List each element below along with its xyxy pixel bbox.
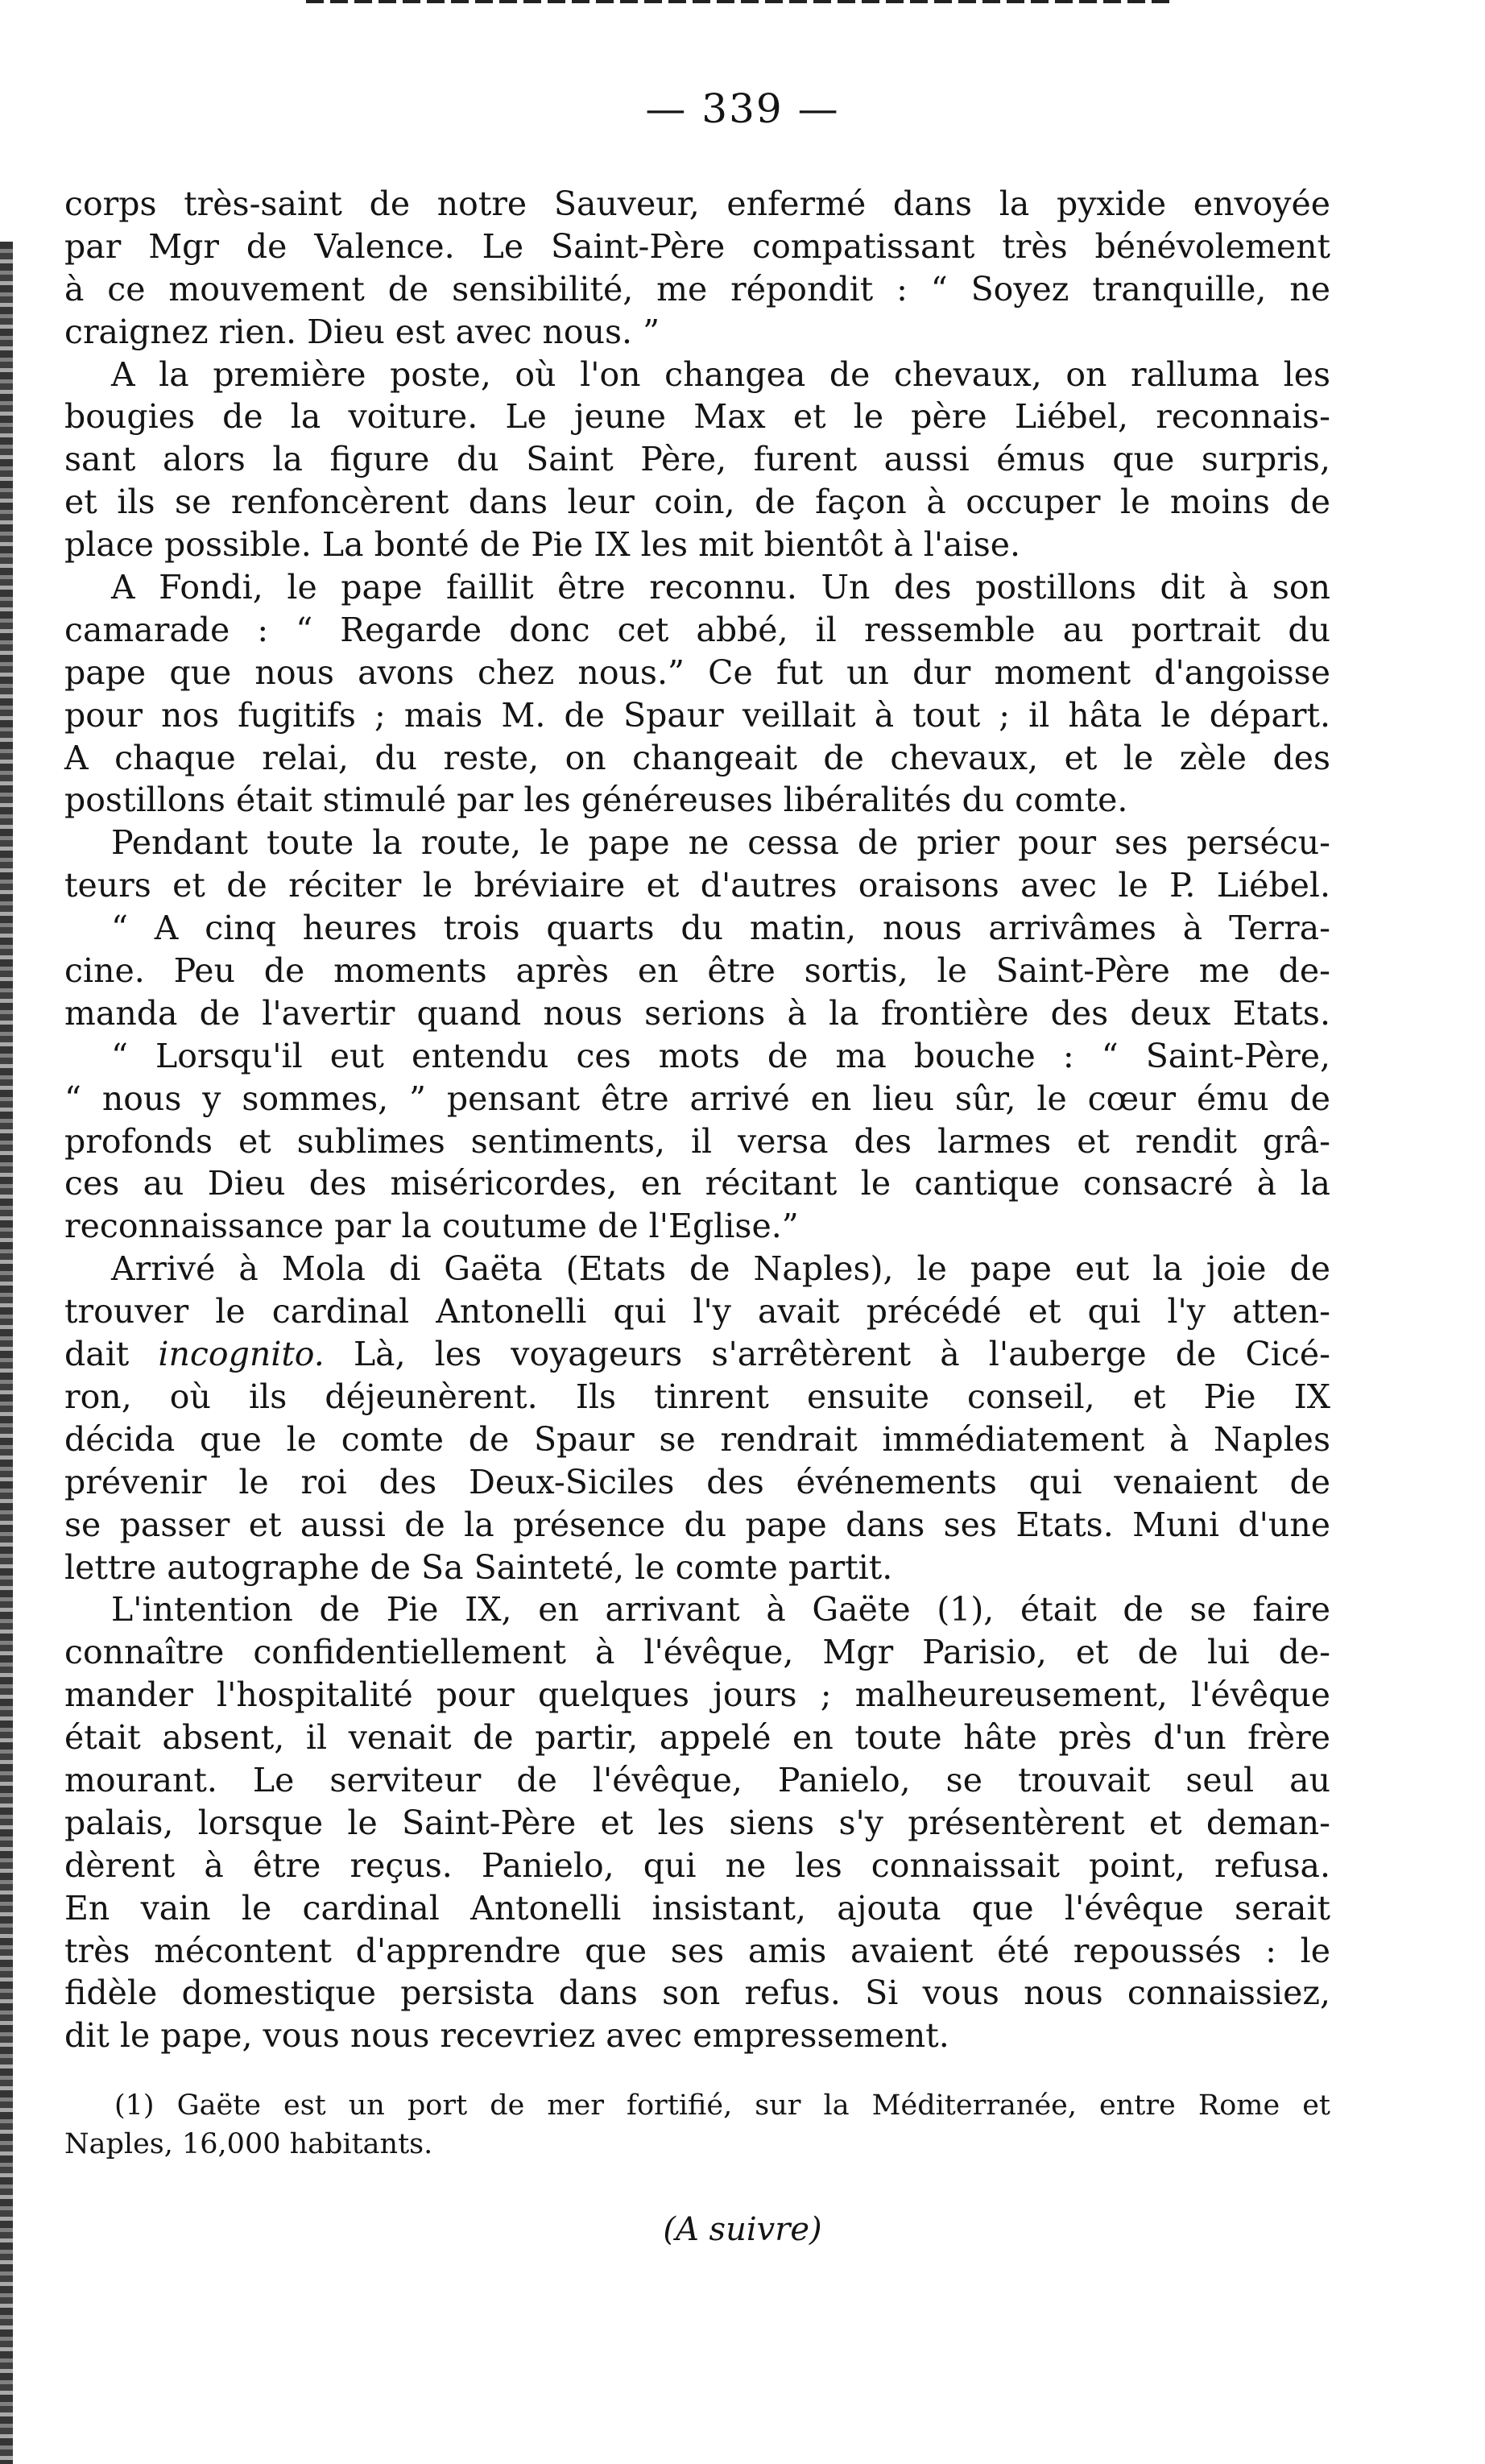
text-line: décida que le comte de Spaur se rendrait immédiatement à Naples [64,1419,1330,1459]
text-line: A chaque relai, du reste, on changeait de chevaux, et le zèle des [64,738,1330,777]
text-line: craignez rien. Dieu est avec nous. ” [64,312,660,351]
scan-binding-edge [0,242,13,2464]
footnote-line: (1) Gaëte est un port de mer fortifié, sur la Méditerranée, entre Rome et [114,2089,1330,2122]
body-text [64,183,1330,2057]
text-line: L'intention de Pie IX, en arrivant à Gaëte (1), était de se faire [111,1590,1330,1630]
top-border-rule [306,0,1176,3]
text-line: trouver le cardinal Antonelli qui l'y avait précédé et qui l'y atten- [64,1292,1330,1331]
text-line: et ils se renfoncèrent dans leur coin, de façon à occuper le moins de [64,482,1330,522]
text-line: “ A cinq heures trois quarts du matin, nous arrivâmes à Terra- [111,909,1330,948]
text-line: pape que nous avons chez nous.” Ce fut un dur moment d'angoisse [64,652,1330,692]
text-line: par Mgr de Valence. Le Saint-Père compatissant très bénévolement [64,226,1330,266]
text-line: fidèle domestique persista dans son refus. Si vous nous connaissiez, [64,1973,1330,2013]
text-line: bougies de la voiture. Le jeune Max et le père Liébel, reconnais- [64,397,1330,437]
text-line: A la première poste, où l'on changea de chevaux, on ralluma les [111,354,1330,394]
text-line: camarade : “ Regarde donc cet abbé, il ressemble au portrait du [64,610,1330,649]
text-line: palais, lorsque le Saint-Père et les siens s'y présentèrent et deman- [64,1803,1330,1842]
text-line: postillons était stimulé par les généreuses libéralités du comte. [64,781,1128,820]
text-line: ron, où ils déjeunèrent. Ils tinrent ensuite conseil, et Pie IX [64,1377,1330,1416]
text-fragment: Là, les voyageurs s'arrêtèrent à l'auberge de Cicé- [353,1335,1330,1374]
text-line: “ Lorsqu'il eut entendu ces mots de ma bouche : “ Saint-Père, [111,1036,1330,1075]
footnote-line: Naples, 16,000 habitants. [64,2128,433,2160]
text-line: place possible. La bonté de Pie IX les mit bientôt à l'aise. [64,525,1021,565]
text-line: A Fondi, le pape faillit être reconnu. Un des postillons dit à son [111,568,1330,607]
page-number: — 339 — [645,85,840,132]
text-line: dit le pape, vous nous recevriez avec empressement. [64,2016,949,2056]
text-line: ces au Dieu des miséricordes, en récitant le cantique consacré à la [64,1164,1330,1203]
text-line: profonds et sublimes sentiments, il versa des larmes et rendit grâ- [64,1121,1330,1161]
text-line: sant alors la figure du Saint Père, furent aussi émus que surpris, [64,440,1330,479]
text-line: prévenir le roi des Deux-Siciles des événements qui venaient de [64,1462,1330,1501]
footnote [64,2086,1330,2164]
text-line: se passer et aussi de la présence du pape dans ses Etats. Muni d'une [64,1505,1330,1544]
text-line: reconnaissance par la coutume de l'Eglise.” [64,1207,799,1246]
text-line: teurs et de réciter le bréviaire et d'autres oraisons avec le P. Liébel. [64,866,1330,905]
text-line: dèrent à être reçus. Panielo, qui ne les connaissait point, refusa. [64,1845,1330,1885]
text-line: Pendant toute la route, le pape ne cessa de prier pour ses persécu- [111,823,1330,863]
text-line: très mécontent d'apprendre que ses amis avaient été repoussés : le [64,1931,1330,1970]
text-line: cine. Peu de moments après en être sortis, le Saint-Père me de- [64,951,1330,991]
text-line: connaître confidentiellement à l'évêque, Mgr Parisio, et de lui de- [64,1633,1330,1672]
text-line: Arrivé à Mola di Gaëta (Etats de Naples), le pape eut la joie de [111,1249,1330,1289]
text-line: mander l'hospitalité pour quelques jours ; malheureusement, l'évêque [64,1675,1330,1715]
text-line: En vain le cardinal Antonelli insistant, ajouta que l'évêque serait [64,1888,1330,1928]
text-line: pour nos fugitifs ; mais M. de Spaur veillait à tout ; il hâta le départ. [64,695,1330,735]
text-line: à ce mouvement de sensibilité, me répondit : “ Soyez tranquille, ne [64,269,1330,309]
text-line [64,1333,1330,1376]
text-line: corps très-saint de notre Sauveur, enfermé dans la pyxide envoyée [64,184,1330,223]
text-fragment: dait [64,1335,130,1374]
text-line: lettre autographe de Sa Sainteté, le comte partit. [64,1547,893,1587]
text-line: “ nous y sommes, ” pensant être arrivé en lieu sûr, le cœur ému de [64,1079,1330,1118]
text-line: mourant. Le serviteur de l'évêque, Panielo, se trouvait seul au [64,1760,1330,1799]
text-line: était absent, il venait de partir, appelé en toute hâte près d'un frère [64,1718,1330,1758]
continuation-note: (A suivre) [663,2211,822,2248]
text-line: manda de l'avertir quand nous serions à la frontière des deux Etats. [64,993,1330,1033]
italic-word: incognito. [158,1335,325,1374]
